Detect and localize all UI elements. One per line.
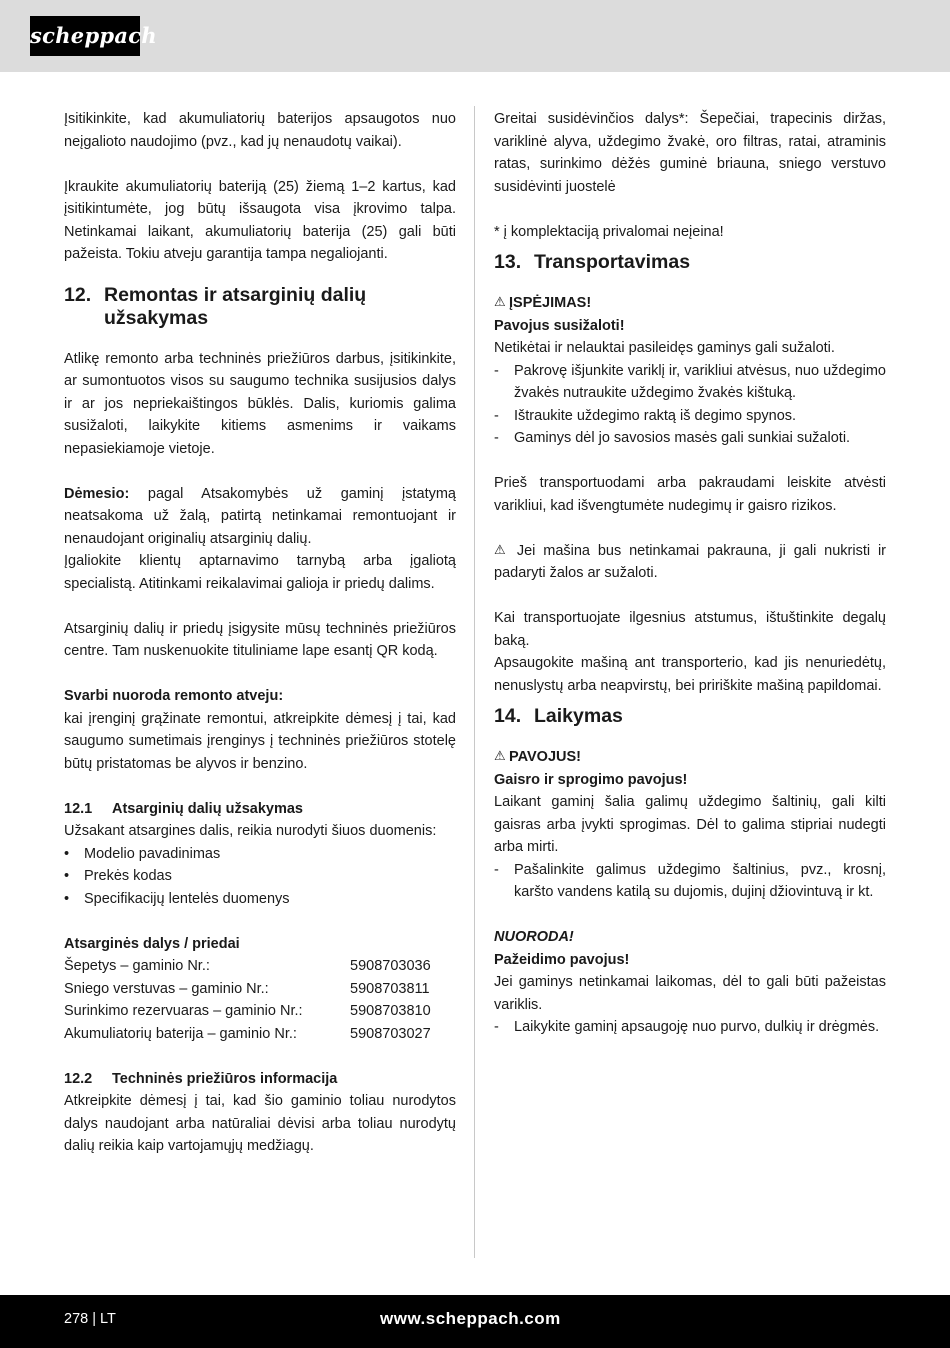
parts-row	[64, 1000, 456, 1023]
paragraph-cool-down: Prieš transportuodami arba pakraudami leiskite atvėsti varikliui, kad išvengtumėte nudegimų ir gaisro rizikos.	[494, 475, 886, 514]
section-14-heading	[494, 705, 886, 728]
part-name: Akumuliatorių baterija – gaminio Nr.:	[64, 1025, 297, 1042]
list-item	[494, 427, 886, 450]
note-label: NUORODA!	[494, 929, 574, 945]
bullet-marker: •	[64, 845, 70, 862]
parts-row	[64, 978, 456, 1001]
repair-note-text: kai įrenginį grąžinate remontui, atkreipkite dėmesį į tai, kad saugumo sumetimais įrenginys į techninės priežiūros stotelę būtų pristatomas be alyvos ir benzino.	[64, 710, 456, 772]
paragraph-battery-protection: Įsitikinkite, kad akumuliatorių baterijos apsaugotos nuo neįgalioto naudojimo (pvz., kad jų nenaudotų vaikai).	[64, 111, 456, 150]
part-number: 5908703811	[350, 980, 430, 997]
section-12-title: Remontas ir atsarginių dalių užsakymas	[104, 283, 367, 329]
danger-label: PAVOJUS!	[509, 749, 581, 765]
paragraph-battery-charging: Įkraukite akumuliatorių bateriją (25) žiemą 1–2 kartus, kad įsitikintumėte, jog būtų išsaugota visa įkrovimo talpa. Netinkamai laikant, akumuliatorių baterija (25) gali būti pažeista. Tokiu atveju garantija tampa negaliojanti.	[64, 178, 456, 262]
parts-row	[64, 1023, 456, 1046]
paragraph-repair-check: Atlikę remonto arba techninės priežiūros darbus, įsitikinkite, ar sumontuotos visos su saugumo technika susijusios dalys ir ar jos nepriekaištingos būklės. Dalis, kuriomis galima susižaloti, laikykite kitiems asmenims ir vaikams nepasiekiamoje vietoje.	[64, 350, 456, 457]
paragraph-order-data: Užsakant atsargines dalis, reikia nurodyti šiuos duomenis:	[64, 823, 437, 839]
section-12-number: 12.	[64, 283, 92, 306]
bullet-marker: •	[64, 868, 70, 884]
attention-label: Dėmesio:	[64, 485, 130, 502]
part-number: 5908703036	[350, 958, 431, 974]
list-item	[494, 405, 886, 428]
list-item	[494, 859, 886, 904]
section-14-title: Laikymas	[534, 705, 623, 727]
list-item-text: Laikykite gaminį apsaugoję nuo purvo, dulkių ir drėgmės.	[514, 1019, 880, 1035]
note-subtitle: Pažeidimo pavojus!	[494, 951, 630, 968]
list-item-text: Ištraukite uždegimo raktą iš degimo spynos.	[514, 407, 797, 424]
fall-risk-text: Jei mašina bus netinkamai pakrauna, ji gali nukristi ir padaryti žalos ar sužaloti.	[494, 542, 886, 581]
dash-marker: -	[494, 407, 499, 424]
attention-text: pagal Atsakomybės už gaminį įstatymą neatsakoma už žalą, patirtą netinkamai remontuojant ir nenaudojant originalių atsarginių dalių.	[64, 485, 456, 547]
part-number: 5908703810	[350, 1003, 431, 1019]
section-13-heading	[494, 251, 886, 274]
right-column	[494, 108, 886, 1039]
part-name: Sniego verstuvas – gaminio Nr.:	[64, 980, 269, 997]
danger-text: Laikant gaminį šalia galimų uždegimo šaltinių, gali kilti gaisras arba įvykti sprogimas. Dėl to galima stipriai nudegti arba mirti.	[494, 794, 886, 855]
list-item-text: Prekės kodas	[84, 868, 172, 884]
list-item	[64, 888, 456, 911]
dash-marker: -	[494, 430, 499, 446]
page-header	[0, 0, 950, 72]
scheppach-logo: scheppach	[30, 16, 140, 56]
paragraph-spare-parts-purchase: Atsarginių dalių ir priedų įsigysite mūsų techninės priežiūros centre. Tam nuskenuokite tituliniame lape esantį QR kodą.	[64, 620, 456, 659]
section-12-2-title: Techninės priežiūros informacija	[112, 1070, 338, 1087]
paragraph-authorize: Įgaliokite klientų aptarnavimo tarnybą arba įgaliotą specialistą. Atitinkami reikalavimai galioja ir priedų dalims.	[64, 553, 456, 592]
section-13-number: 13.	[494, 251, 522, 273]
dash-marker: -	[494, 1019, 499, 1035]
list-item-text: Gaminys dėl jo savosios masės gali sunkiai sužaloti.	[514, 430, 851, 446]
list-item	[494, 1016, 886, 1039]
list-item	[494, 360, 886, 405]
warning-triangle-icon: ⚠	[494, 541, 506, 557]
list-item-text: Specifikacijų lentelės duomenys	[84, 890, 290, 907]
bullet-marker: •	[64, 890, 70, 907]
page-number: 278 | LT	[64, 1311, 116, 1327]
repair-note-title: Svarbi nuoroda remonto atveju:	[64, 688, 284, 704]
parts-table-title: Atsarginės dalys / priedai	[64, 935, 240, 952]
dash-marker: -	[494, 861, 499, 878]
danger-subtitle: Gaisro ir sprogimo pavojus!	[494, 771, 688, 788]
dash-marker: -	[494, 362, 499, 379]
website-link[interactable]: www.scheppach.com	[380, 1309, 561, 1328]
list-item-text: Modelio pavadinimas	[84, 845, 221, 862]
section-13-title: Transportavimas	[534, 251, 691, 273]
paragraph-fall-risk	[494, 540, 886, 585]
part-number: 5908703027	[350, 1025, 431, 1042]
note-text: Jei gaminys netinkamai laikomas, dėl to gali būti pažeistas variklis.	[494, 974, 886, 1013]
section-12-2-number: 12.2	[64, 1070, 93, 1087]
warning-text: Netikėtai ir nelauktai pasileidęs gaminys gali sužaloti.	[494, 340, 835, 356]
warning-heading	[494, 292, 886, 315]
paragraph-not-included: * į komplektaciją privalomai neįeina!	[494, 223, 724, 240]
danger-heading	[494, 746, 886, 769]
paragraph-secure-machine: Apsaugokite mašiną ant transporterio, kad jis nenuriedėtų, nenuslystų arba neapvirstų, bei pririškite mašiną papildomai.	[494, 655, 886, 694]
warning-triangle-icon: ⚠	[494, 748, 506, 763]
section-12-2-heading	[64, 1068, 456, 1091]
paragraph-wear-parts: Greitai susidėvinčios dalys*: Šepečiai, trapecinis diržas, variklinė alyva, uždegimo žvakė, oro filtras, ratai, atraminis ratas, surinkimo dėžės guminė briauna, sniego verstuvo susidėvinti juostelė	[494, 111, 886, 195]
list-item	[64, 843, 456, 866]
left-column	[64, 108, 456, 1158]
warning-label: ĮSPĖJIMAS!	[509, 295, 592, 311]
part-name: Surinkimo rezervuaras – gaminio Nr.:	[64, 1003, 303, 1019]
section-12-heading	[64, 284, 456, 330]
paragraph-empty-tank: Kai transportuojate ilgesnius atstumus, ištuštinkite degalų baką.	[494, 610, 886, 649]
column-divider	[474, 106, 475, 1258]
list-item-text: Pašalinkite galimus uždegimo šaltinius, pvz., krosnį, karšto vandens katilą su dujomis, dujinį džiovintuvą ir kt.	[514, 861, 886, 900]
part-name: Šepetys – gaminio Nr.:	[64, 958, 210, 974]
section-12-1-heading	[64, 798, 456, 821]
warning-triangle-icon: ⚠	[494, 294, 506, 309]
section-12-1-title: Atsarginių dalių užsakymas	[112, 800, 303, 817]
list-item	[64, 865, 456, 888]
parts-row	[64, 955, 456, 978]
page-footer	[0, 1295, 950, 1348]
section-12-1-number: 12.1	[64, 800, 93, 817]
paragraph-maintenance-info: Atkreipkite dėmesį į tai, kad šio gaminio toliau nurodytos dalys naudojant arba natūraliai dėvisi arba toliau nurodytų dalių reikia kaip vartojamųjų medžiagų.	[64, 1093, 456, 1154]
section-14-number: 14.	[494, 705, 522, 727]
list-item-text: Pakrovę išjunkite variklį ir, varikliui atvėsus, nuo uždegimo žvakės nutraukite uždegimo žvakės kištuką.	[514, 362, 886, 401]
warning-subtitle: Pavojus susižaloti!	[494, 317, 625, 334]
paragraph-attention	[64, 483, 456, 551]
